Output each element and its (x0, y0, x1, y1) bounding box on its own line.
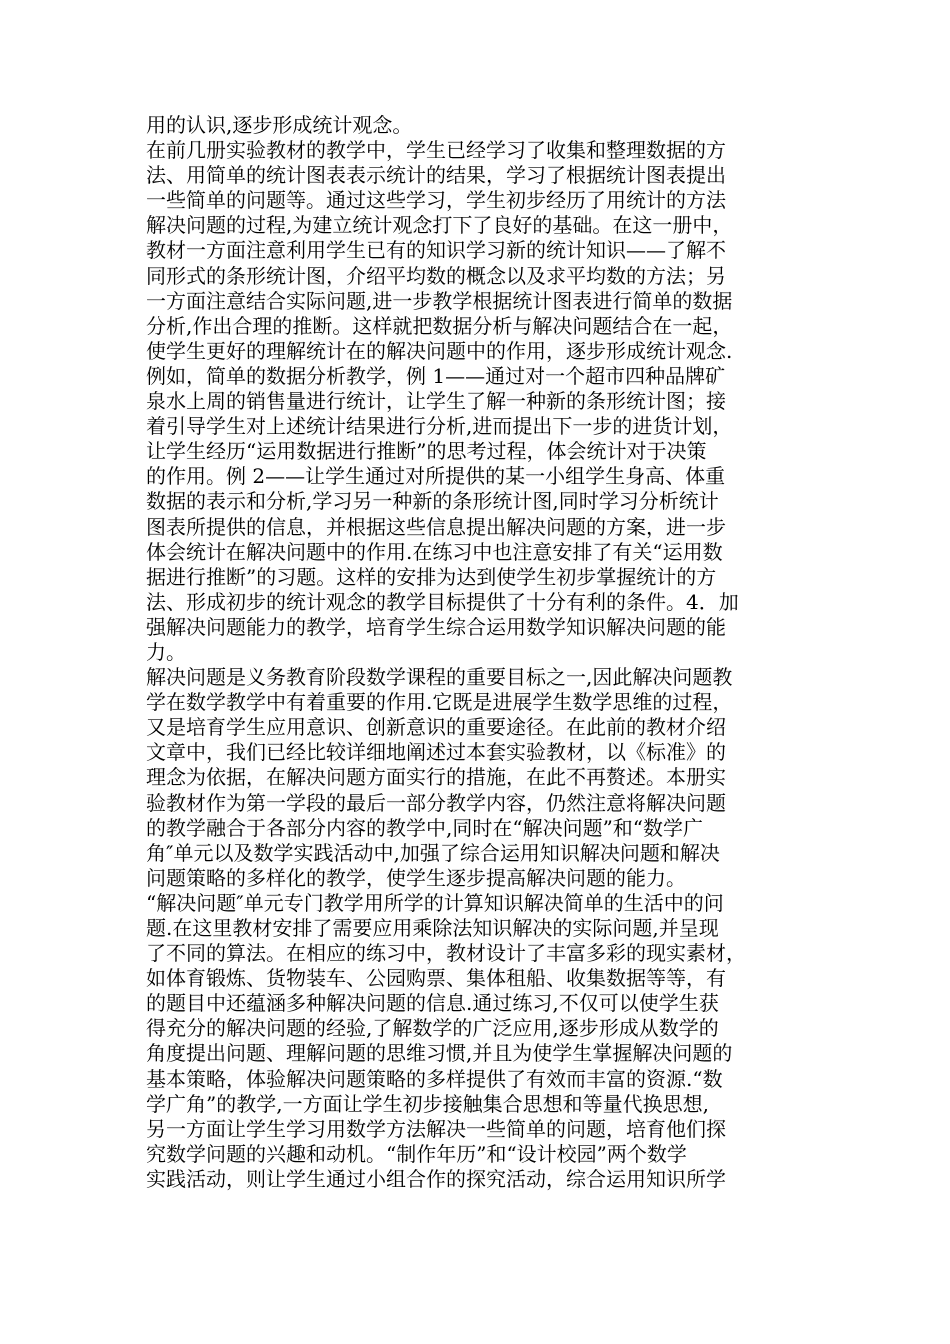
text-line: 一些简单的问题等。通过这些学习，学生初步经历了用统计的方法 (146, 188, 726, 213)
text-line: 题.在这里教材安排了需要应用乘除法知识解决的实际问题,并呈现 (146, 916, 719, 940)
text-line: 角度提出问题、理解问题的思维习惯,并且为使学生掌握解决问题的 (146, 1041, 733, 1066)
text-line: 另一方面让学生学习用数学方法解决一些简单的问题，培育他们探 (146, 1116, 726, 1141)
text-line: 据进行推断”的习题。这样的安排为达到使学生初步掌握统计的方 (146, 564, 717, 589)
text-line: 理念为依据，在解决问题方面实行的措施，在此不再赘述。本册实 (146, 765, 726, 790)
text-line: 如体育锻炼、货物装车、公园购票、集体租船、收集数据等等，有 (146, 966, 726, 991)
text-line: 一方面注意结合实际问题,进一步教学根据统计图表进行简单的数据 (146, 288, 733, 313)
text-line: 角″单元以及数学实践活动中,加强了综合运用知识解决问题和解决 (146, 840, 720, 865)
text-line: 解决问题是义务教育阶段数学课程的重要目标之一,因此解决问题教 (146, 665, 733, 690)
text-line: 的题目中还蕴涵多种解决问题的信息.通过练习,不仅可以使学生获 (146, 991, 719, 1016)
text-line: 使学生更好的理解统计在的解决问题中的作用，逐步形成统计观念. (146, 338, 733, 363)
text-line: 验教材作为第一学段的最后一部分教学内容，仍然注意将解决问题 (146, 790, 726, 815)
text-line: 用的认识,逐步形成统计观念。 (146, 113, 413, 137)
text-line: 又是培育学生应用意识、创新意识的重要途径。在此前的教材介绍 (146, 715, 726, 740)
text-line: 力。 (146, 639, 186, 664)
text-line: 的教学融合于各部分内容的教学中,同时在“解决问题”和“数学广 (146, 815, 704, 840)
text-line: 学广角”的教学,一方面让学生初步接触集合思想和等量代换思想, (146, 1091, 709, 1116)
text-line: 数据的表示和分析,学习另一种新的条形统计图,同时学习分析统计 (146, 489, 719, 514)
text-line: 同形式的条形统计图，介绍平均数的概念以及求平均数的方法；另 (146, 263, 726, 288)
text-line: 实践活动，则让学生通过小组合作的探究活动，综合运用知识所学 (146, 1166, 726, 1191)
text-line: 强解决问题能力的教学，培育学生综合运用数学知识解决问题的能 (146, 614, 726, 639)
text-line: 究数学问题的兴趣和动机。“制作年历”和“设计校园”两个数学 (146, 1141, 687, 1166)
text-line: 例如，简单的数据分析教学，例 1——通过对一个超市四种品牌矿 (146, 363, 726, 388)
text-line: 解决问题的过程,为建立统计观念打下了良好的基础。在这一册中， (146, 213, 733, 238)
text-line: “解决问题″单元专门教学用所学的计算知识解决简单的生活中的问 (146, 890, 724, 915)
text-line: 基本策略，体验解决问题策略的多样提供了有效而丰富的资源.“数 (146, 1066, 723, 1091)
text-line: 分析,作出合理的推断。这样就把数据分析与解决问题结合在一起， (146, 313, 733, 338)
text-line: 图表所提供的信息，并根据这些信息提出解决问题的方案，进一步 (146, 514, 726, 539)
text-line: 法、用简单的统计图表表示统计的结果，学习了根据统计图表提出 (146, 163, 726, 188)
text-line: 文章中，我们已经比较详细地阐述过本套实验教材，以《标准》的 (146, 740, 726, 765)
text-line: 了不同的算法。在相应的练习中，教材设计了丰富多彩的现实素材， (146, 941, 746, 966)
document-body (146, 113, 806, 1192)
text-line: 在前几册实验教材的教学中，学生已经学习了收集和整理数据的方 (146, 138, 726, 163)
text-line: 学在数学教学中有着重要的作用.它既是进展学生数学思维的过程， (146, 690, 733, 715)
text-line: 教材一方面注意利用学生已有的知识学习新的统计知识——了解不 (146, 238, 726, 263)
text-line: 体会统计在解决问题中的作用.在练习中也注意安排了有关“运用数 (146, 539, 723, 564)
text-line: 的作用。例 2——让学生通过对所提供的某一小组学生身高、体重 (146, 464, 726, 489)
text-line: 问题策略的多样化的教学，使学生逐步提高解决问题的能力。 (146, 865, 686, 890)
text-line: 让学生经历“运用数据进行推断”的思考过程，体会统计对于决策 (146, 439, 707, 464)
text-line: 得充分的解决问题的经验,了解数学的广泛应用,逐步形成从数学的 (146, 1016, 719, 1041)
text-line: 法、形成初步的统计观念的教学目标提供了十分有利的条件。4．加 (146, 589, 739, 614)
text-line: 着引导学生对上述统计结果进行分析,进而提出下一步的进货计划， (146, 414, 733, 439)
text-line: 泉水上周的销售量进行统计，让学生了解一种新的条形统计图；接 (146, 389, 726, 414)
